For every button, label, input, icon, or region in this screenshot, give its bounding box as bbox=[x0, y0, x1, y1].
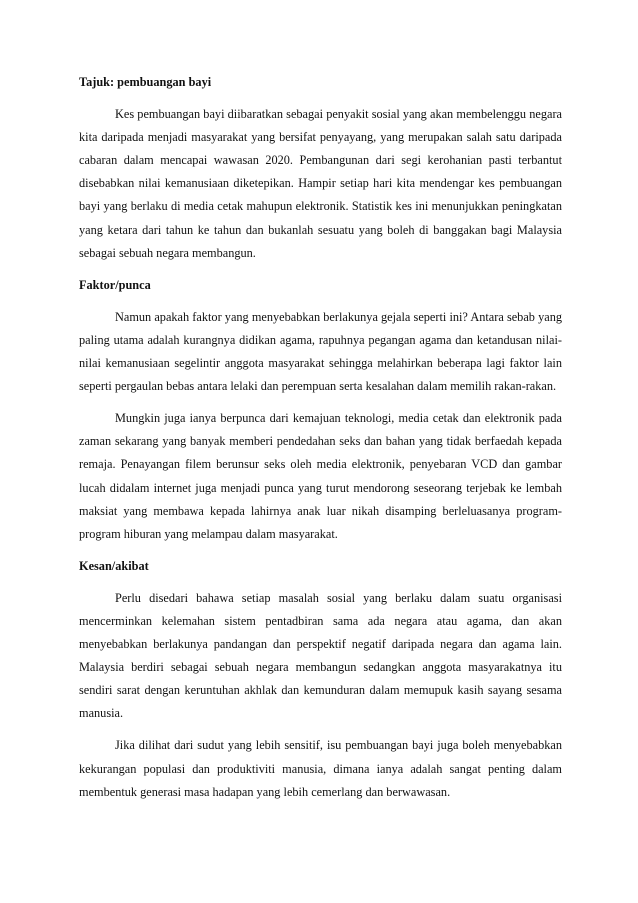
section-heading-kesan: Kesan/akibat bbox=[79, 558, 149, 573]
section-heading-faktor: Faktor/punca bbox=[79, 277, 151, 292]
document-page bbox=[79, 71, 562, 813]
faktor-paragraph-2: Mungkin juga ianya berpunca dari kemajuan teknologi, media cetak dan elektronik pada zaman sekarang yang banyak memberi pendedahan seks dan bahan yang tidak berfaedah kepada remaja. Penayangan filem berunsur seks oleh media elektronik, penyebaran VCD dan gambar lucah didalam internet juga menjadi punca yang turut mendorong seseorang terjebak ke lembah maksiat yang membawa kepada lahirnya anak luar nikah disamping berleluasanya program-program hiburan yang melampau dalam masyarakat. bbox=[79, 411, 562, 541]
intro-paragraph: Kes pembuangan bayi diibaratkan sebagai penyakit sosial yang akan membelenggu negara kita daripada menjadi masyarakat yang bersifat penyayang, yang merupakan salah satu daripada cabaran dalam mencapai wawasan 2020. Pembangunan dari segi kerohanian pasti terbantut disebabkan nilai kemanusiaan diketepikan. Hampir setiap hari kita mendengar kes pembuangan bayi yang berlaku di media cetak mahupun elektronik. Statistik kes ini menunjukkan peningkatan yang ketara dari tahun ke tahun dan bukanlah sesuatu yang boleh di banggakan bagi Malaysia sebagai sebuah negara membangun. bbox=[79, 107, 562, 260]
kesan-paragraph-1: Perlu disedari bahawa setiap masalah sosial yang berlaku dalam suatu organisasi mencerminkan kelemahan sistem pentadbiran sama ada negara atau agama, dan akan menyebabkan berlakunya pandangan dan perspektif negatif daripada negara dan agama lain. Malaysia berdiri sebagai sebuah negara membangun sedangkan anggota masyarakatnya itu sendiri sarat dengan keruntuhan akhlak dan kemunduran dalam memupuk kasih sayang sesama manusia. bbox=[79, 590, 562, 721]
document-title: Tajuk: pembuangan bayi bbox=[79, 75, 212, 89]
kesan-paragraph-2: Jika dilihat dari sudut yang lebih sensitif, isu pembuangan bayi juga boleh menyebabkan kekurangan populasi dan produktiviti manusia, dimana ianya adalah sangat penting dalam membentuk generasi masa hadapan yang lebih cemerlang dan berwawasan. bbox=[79, 738, 562, 799]
faktor-paragraph-1: Namun apakah faktor yang menyebabkan berlakunya gejala seperti ini? Antara sebab yang paling utama adalah kurangnya didikan agama, rapuhnya pegangan agama dan ketandusan nilai-nilai kemanusiaan segelintir anggota masyarakat sehingga melahirkan beberapa lagi faktor lain seperti pergaulan bebas antara lelaki dan perempuan serta kesalahan dalam memilih rakan-rakan. bbox=[79, 309, 562, 394]
